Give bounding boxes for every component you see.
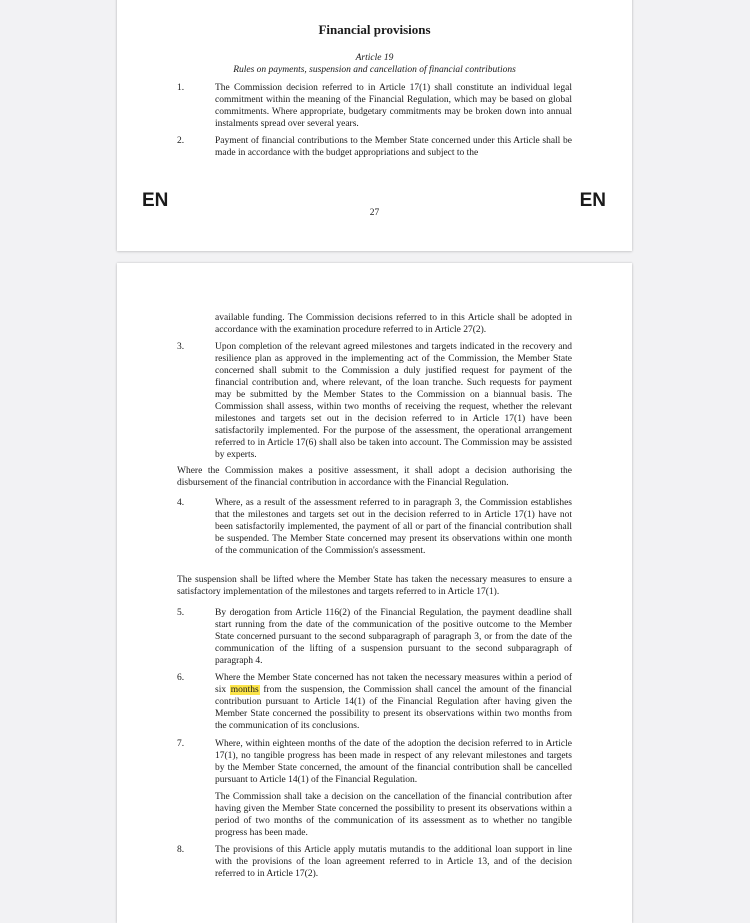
paragraph-4 [177,497,572,557]
chapter-heading [117,0,632,2]
paragraph-number: 3. [177,342,185,352]
paragraph-text: The Commission decision referred to in Article 17(1) shall constitute an individual legal commitment within the meaning of the Financial Regulation, which may be based on global commitments. Where appropriate, budgetary commitments may be broken down into annual instalments spread over several years. [215,83,572,129]
paragraph-6 [177,672,572,732]
paragraph-8 [177,844,572,880]
paragraph-text: The provisions of this Article apply mutatis mutandis to the additional loan support in line with the provisions of the loan agreement referred to in Article 13, and of the decision referred to in Article 17(2). [215,845,572,879]
paragraph-number: 6. [177,673,185,683]
section-title: Financial provisions [318,22,431,37]
paragraph-5 [177,607,572,667]
paragraph-text [215,672,572,732]
paragraph-text-after: from the suspension, the Commission shall cancel the amount of the financial contribution pursuant to Article 14(1) of the Financial Regulation after having given the Member State concerned the possibility to present its observations within two months from the communication of its conclusions. [215,685,572,731]
language-label-left: EN [142,190,169,211]
document-page-28 [117,263,632,923]
paragraph-1 [177,82,572,130]
paragraph-3 [177,341,572,461]
paragraph-text: Payment of financial contributions to the Member State concerned under this Article shall be made in accordance with the budget appropriations and subject to the [215,136,572,158]
article-title: Rules on payments, suspension and cancellation of financial contributions [233,65,516,75]
paragraph-7-subparagraph: The Commission shall take a decision on the cancellation of the financial contribution after having given the Member State concerned the possibility to present its observations within a period of two months of the communication of its assessment as to whether no tangible progress has been made. [215,792,572,838]
paragraph-number: 4. [177,498,185,508]
language-label-right: EN [579,190,606,211]
paragraph-text: Where, within eighteen months of the date of the adoption the decision referred to in Article 17(1), no tangible progress has been made in respect of any relevant milestones and targets by the Member State concerned, the amount of the financial contribution shall be cancelled pursuant to Article 14(1) of the Financial Regulation. [215,739,572,785]
paragraph-text: Upon completion of the relevant agreed milestones and targets indicated in the recovery and resilience plan as approved in the implementing act of the Commission, the Member State concerned shall submit to the Commission a duly justified request for payment of the financial contribution and, where relevant, of the loan tranche. Such requests for payment may be submitted by the Member States to the Commission on a biannual basis. The Commission shall assess, within two months of receiving the request, whether the relevant milestones and targets set out in the decision referred to in Article 17(1) have been satisfactorily implemented. For the purpose of the assessment, the operational arrangement referred to in Article 17(6) shall also be taken into account. The Commission may be assisted by experts. [215,342,572,460]
paragraph-number: 5. [177,608,185,618]
paragraph-text: By derogation from Article 116(2) of the Financial Regulation, the payment deadline shall start running from the date of the communication of the positive outcome to the Member State concerned pursuant to the second subparagraph of paragraph 3, or from the date of the communication of the lifting of a suspension pursuant to the second subparagraph of paragraph 4. [215,608,572,666]
paragraph-text-before: Where the Member State concerned has not taken the necessary measures within a period of six [215,673,572,695]
paragraph-2 [177,135,572,159]
paragraph-4-subparagraph: The suspension shall be lifted where the Member State has taken the necessary measures to ensure a satisfactory implementation of the milestones and targets referred to in Article 17(1). [177,575,572,597]
document-page-27 [117,0,632,251]
paragraph-7 [177,738,572,786]
paragraph-number: 2. [177,136,185,146]
paragraph-number: 8. [177,845,185,855]
paragraph-number: 1. [177,83,185,93]
paragraph-number: 7. [177,739,185,749]
paragraph-text: Where, as a result of the assessment referred to in paragraph 3, the Commission establishes that the milestones and targets set out in the decision referred to in Article 17(1) have not been satisfactorily implemented, the payment of all or part of the financial contribution shall be suspended. The Member State concerned may present its observations within one month of the communication of the Commission's assessment. [215,498,572,556]
search-highlight: months [230,685,259,695]
page-number: 27 [369,208,380,218]
paragraph-3-subparagraph: Where the Commission makes a positive assessment, it shall adopt a decision authorising the disbursement of the financial contribution in accordance with the Financial Regulation. [177,466,572,488]
continuation-text: available funding. The Commission decisions referred to in this Article shall be adopted in accordance with the examination procedure referred to in Article 27(2). [215,313,572,335]
article-number: Article 19 [355,53,394,63]
